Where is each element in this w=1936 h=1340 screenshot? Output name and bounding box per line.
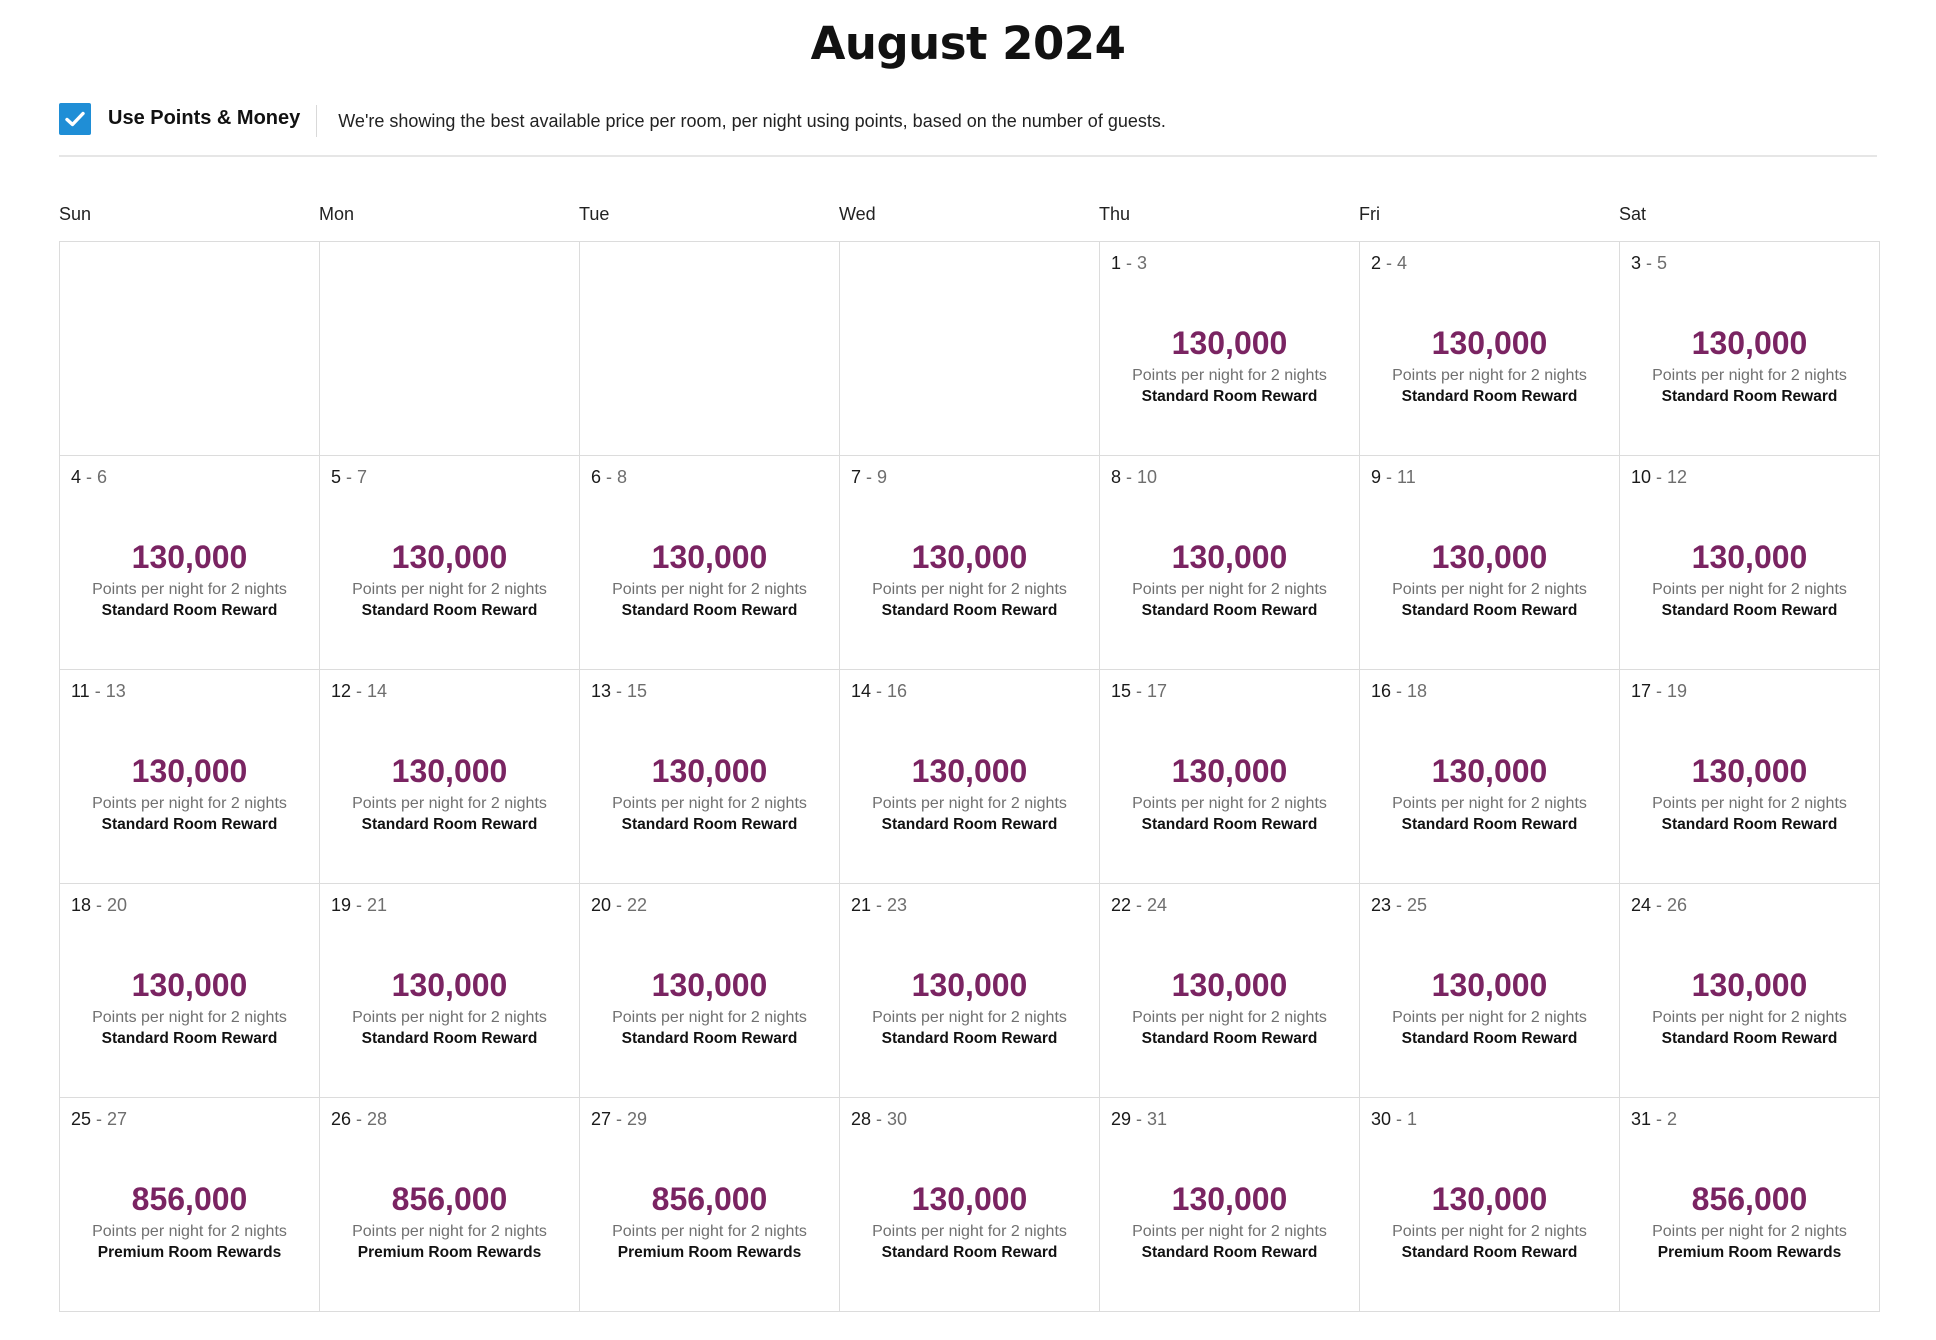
calendar-day-cell[interactable] (1360, 456, 1620, 670)
check-out-date: 4 (1397, 253, 1408, 273)
check-out-date: 18 (1407, 681, 1428, 701)
reward-type: Standard Room Reward (1661, 816, 1838, 833)
points-per-night-note: Points per night for 2 nights (1392, 367, 1587, 384)
points-per-night-note: Points per night for 2 nights (1392, 1223, 1587, 1240)
date-range-separator: - (1381, 253, 1398, 273)
date-range (851, 465, 887, 489)
reward-type: Standard Room Reward (101, 1030, 278, 1047)
check-out-date: 7 (357, 467, 368, 487)
date-range (591, 679, 647, 703)
check-out-date: 27 (107, 1109, 128, 1129)
check-out-date: 30 (887, 1109, 908, 1129)
calendar-day-cell[interactable] (580, 1098, 840, 1312)
pricing-info-text: We're showing the best available price per room, per night using points, based on the number of guests. (338, 111, 1166, 131)
points-money-toolbar (59, 103, 1877, 157)
points-per-night-note: Points per night for 2 nights (1392, 1009, 1587, 1026)
date-range (71, 679, 126, 703)
date-range-separator: - (351, 681, 368, 701)
points-price: 856,000 (651, 1181, 768, 1217)
calendar-day-cell[interactable] (60, 1098, 320, 1312)
date-range-separator: - (1121, 467, 1138, 487)
calendar-day-cell[interactable] (580, 456, 840, 670)
weekday-thu: Thu (1099, 204, 1131, 224)
check-out-date: 25 (1407, 895, 1428, 915)
reward-type: Standard Room Reward (1401, 1030, 1578, 1047)
date-range (331, 1107, 387, 1131)
reward-type: Standard Room Reward (621, 602, 798, 619)
reward-type: Premium Room Rewards (357, 1244, 542, 1261)
points-price: 130,000 (1171, 1181, 1288, 1217)
calendar-day-cell[interactable] (840, 884, 1100, 1098)
points-price: 130,000 (1431, 325, 1548, 361)
points-per-night-note: Points per night for 2 nights (92, 1009, 287, 1026)
date-range (1111, 465, 1157, 489)
reward-type: Standard Room Reward (1141, 1030, 1318, 1047)
date-range-separator: - (91, 1109, 108, 1129)
date-range (851, 893, 907, 917)
check-in-date: 14 (851, 681, 872, 701)
points-per-night-note: Points per night for 2 nights (92, 581, 287, 598)
reward-type: Premium Room Rewards (617, 1244, 802, 1261)
check-in-date: 1 (1111, 253, 1122, 273)
weekday-wed: Wed (839, 204, 876, 224)
calendar-day-cell[interactable] (1360, 884, 1620, 1098)
check-out-date: 8 (617, 467, 628, 487)
check-out-date: 20 (107, 895, 128, 915)
weekday-fri: Fri (1359, 204, 1380, 224)
check-in-date: 17 (1631, 681, 1652, 701)
date-range (71, 1107, 127, 1131)
calendar-day-cell[interactable] (1360, 242, 1620, 456)
date-range (1371, 679, 1427, 703)
reward-type: Standard Room Reward (881, 1244, 1058, 1261)
check-in-date: 23 (1371, 895, 1392, 915)
check-out-date: 16 (887, 681, 908, 701)
check-out-date: 12 (1667, 467, 1688, 487)
check-in-date: 15 (1111, 681, 1132, 701)
calendar-day-cell[interactable] (1360, 1098, 1620, 1312)
reward-type: Standard Room Reward (1141, 388, 1318, 405)
calendar-day-cell[interactable] (1620, 670, 1880, 884)
check-in-date: 3 (1631, 253, 1642, 273)
check-in-date: 25 (71, 1109, 92, 1129)
points-price: 130,000 (911, 539, 1028, 575)
calendar-day-cell[interactable] (840, 670, 1100, 884)
calendar-day-cell[interactable] (580, 884, 840, 1098)
check-out-date: 6 (97, 467, 108, 487)
date-range (1111, 679, 1167, 703)
points-price: 130,000 (1171, 753, 1288, 789)
points-per-night-note: Points per night for 2 nights (1652, 1223, 1847, 1240)
reward-type: Standard Room Reward (621, 1030, 798, 1047)
check-in-date: 21 (851, 895, 872, 915)
points-per-night-note: Points per night for 2 nights (1132, 1009, 1327, 1026)
points-per-night-note: Points per night for 2 nights (1652, 367, 1847, 384)
check-in-date: 9 (1371, 467, 1382, 487)
date-range (71, 465, 107, 489)
calendar-day-cell[interactable] (840, 456, 1100, 670)
check-in-date: 16 (1371, 681, 1392, 701)
date-range (1371, 1107, 1417, 1131)
points-price: 130,000 (131, 539, 248, 575)
reward-type: Standard Room Reward (101, 816, 278, 833)
points-per-night-note: Points per night for 2 nights (92, 795, 287, 812)
reward-type: Standard Room Reward (1401, 1244, 1578, 1261)
weekday-sun: Sun (59, 204, 92, 224)
points-per-night-note: Points per night for 2 nights (872, 1009, 1067, 1026)
use-points-money-checkbox[interactable] (59, 103, 91, 135)
date-range-separator: - (351, 895, 368, 915)
date-range (1111, 251, 1147, 275)
date-range-separator: - (611, 895, 628, 915)
points-price: 130,000 (131, 753, 248, 789)
date-range (331, 465, 367, 489)
date-range (1631, 251, 1667, 275)
points-price: 130,000 (1171, 539, 1288, 575)
reward-type: Standard Room Reward (1401, 602, 1578, 619)
date-range-separator: - (1391, 895, 1408, 915)
date-range (1631, 465, 1687, 489)
checkmark-icon (65, 111, 85, 127)
date-range (1631, 1107, 1677, 1131)
points-per-night-note: Points per night for 2 nights (872, 581, 1067, 598)
reward-type: Standard Room Reward (361, 1030, 538, 1047)
points-per-night-note: Points per night for 2 nights (1392, 795, 1587, 812)
check-out-date: 24 (1147, 895, 1168, 915)
date-range (1371, 465, 1416, 489)
points-price: 130,000 (1691, 967, 1808, 1003)
points-price: 130,000 (391, 967, 508, 1003)
points-price: 130,000 (651, 967, 768, 1003)
points-price: 130,000 (1171, 325, 1288, 361)
reward-type: Standard Room Reward (1141, 1244, 1318, 1261)
calendar-empty-cell (840, 242, 1100, 456)
check-in-date: 31 (1631, 1109, 1652, 1129)
check-in-date: 13 (591, 681, 612, 701)
check-in-date: 18 (71, 895, 92, 915)
date-range-separator: - (1391, 681, 1408, 701)
check-in-date: 26 (331, 1109, 352, 1129)
check-in-date: 10 (1631, 467, 1652, 487)
calendar-grid (59, 241, 1880, 1312)
check-in-date: 27 (591, 1109, 612, 1129)
check-out-date: 9 (877, 467, 888, 487)
check-out-date: 31 (1147, 1109, 1168, 1129)
points-price: 856,000 (1691, 1181, 1808, 1217)
reward-type: Standard Room Reward (1661, 602, 1838, 619)
points-per-night-note: Points per night for 2 nights (1652, 795, 1847, 812)
points-per-night-note: Points per night for 2 nights (352, 581, 547, 598)
date-range-separator: - (1391, 1109, 1408, 1129)
calendar-day-cell[interactable] (320, 670, 580, 884)
date-range (331, 893, 387, 917)
points-price: 130,000 (911, 753, 1028, 789)
check-in-date: 4 (71, 467, 82, 487)
points-price: 130,000 (391, 539, 508, 575)
calendar-day-cell[interactable] (60, 456, 320, 670)
check-in-date: 28 (851, 1109, 872, 1129)
check-out-date: 14 (367, 681, 388, 701)
check-in-date: 24 (1631, 895, 1652, 915)
reward-type: Standard Room Reward (1401, 816, 1578, 833)
reward-type: Standard Room Reward (881, 816, 1058, 833)
check-out-date: 19 (1667, 681, 1688, 701)
date-range-separator: - (1651, 895, 1668, 915)
date-range (71, 893, 127, 917)
date-range-separator: - (611, 1109, 628, 1129)
check-in-date: 30 (1371, 1109, 1392, 1129)
calendar-day-cell[interactable] (1100, 884, 1360, 1098)
points-price: 130,000 (1691, 753, 1808, 789)
reward-type: Standard Room Reward (621, 816, 798, 833)
points-price: 130,000 (911, 967, 1028, 1003)
date-range (851, 679, 907, 703)
check-out-date: 28 (367, 1109, 388, 1129)
calendar-day-cell[interactable] (320, 456, 580, 670)
calendar-day-cell[interactable] (580, 670, 840, 884)
points-price: 130,000 (1691, 539, 1808, 575)
points-price: 130,000 (1691, 325, 1808, 361)
weekday-tue: Tue (579, 204, 610, 224)
points-price: 130,000 (1431, 967, 1548, 1003)
calendar-day-cell[interactable] (1620, 242, 1880, 456)
calendar-day-cell[interactable] (320, 884, 580, 1098)
date-range-separator: - (861, 467, 878, 487)
points-price: 130,000 (911, 1181, 1028, 1217)
points-price: 130,000 (391, 753, 508, 789)
use-points-money-label[interactable]: Use Points & Money (108, 107, 301, 129)
check-out-date: 23 (887, 895, 908, 915)
reward-type: Standard Room Reward (1401, 388, 1578, 405)
check-out-date: 11 (1397, 467, 1416, 487)
points-per-night-note: Points per night for 2 nights (1132, 581, 1327, 598)
points-price: 130,000 (1431, 539, 1548, 575)
reward-type: Standard Room Reward (1141, 602, 1318, 619)
check-in-date: 8 (1111, 467, 1122, 487)
points-per-night-note: Points per night for 2 nights (352, 795, 547, 812)
check-in-date: 22 (1111, 895, 1132, 915)
points-per-night-note: Points per night for 2 nights (612, 795, 807, 812)
weekday-header-row (59, 200, 1879, 230)
date-range-separator: - (1651, 1109, 1668, 1129)
check-out-date: 13 (105, 681, 126, 701)
date-range-separator: - (601, 467, 618, 487)
check-out-date: 3 (1137, 253, 1148, 273)
points-per-night-note: Points per night for 2 nights (352, 1223, 547, 1240)
check-out-date: 17 (1147, 681, 1168, 701)
calendar-empty-cell (320, 242, 580, 456)
date-range-separator: - (81, 467, 98, 487)
date-range-separator: - (1131, 681, 1148, 701)
check-in-date: 12 (331, 681, 352, 701)
calendar-day-cell[interactable] (1100, 670, 1360, 884)
points-price: 130,000 (651, 539, 768, 575)
points-price: 130,000 (1171, 967, 1288, 1003)
check-out-date: 5 (1657, 253, 1668, 273)
check-out-date: 22 (627, 895, 648, 915)
date-range-separator: - (351, 1109, 368, 1129)
date-range-separator: - (1641, 253, 1658, 273)
check-in-date: 5 (331, 467, 342, 487)
page-title: August 2024 (810, 17, 1126, 70)
check-out-date: 10 (1137, 467, 1158, 487)
points-per-night-note: Points per night for 2 nights (612, 1223, 807, 1240)
date-range (851, 1107, 907, 1131)
calendar-day-cell[interactable] (1620, 456, 1880, 670)
date-range (1371, 251, 1407, 275)
reward-type: Standard Room Reward (361, 602, 538, 619)
weekday-sat: Sat (1619, 204, 1647, 224)
weekday-mon: Mon (319, 204, 355, 224)
points-per-night-note: Points per night for 2 nights (612, 581, 807, 598)
date-range-separator: - (611, 681, 628, 701)
check-in-date: 20 (591, 895, 612, 915)
check-out-date: 21 (367, 895, 388, 915)
date-range-separator: - (1131, 1109, 1148, 1129)
points-price: 856,000 (391, 1181, 508, 1217)
check-out-date: 1 (1407, 1109, 1418, 1129)
date-range-separator: - (871, 1109, 888, 1129)
date-range-separator: - (1131, 895, 1148, 915)
points-price: 130,000 (131, 967, 248, 1003)
reward-type: Standard Room Reward (1661, 1030, 1838, 1047)
calendar-empty-cell (580, 242, 840, 456)
reward-type: Premium Room Rewards (97, 1244, 282, 1261)
points-per-night-note: Points per night for 2 nights (352, 1009, 547, 1026)
date-range-separator: - (871, 681, 888, 701)
points-per-night-note: Points per night for 2 nights (1132, 1223, 1327, 1240)
date-range (331, 679, 387, 703)
points-price: 130,000 (1431, 753, 1548, 789)
points-per-night-note: Points per night for 2 nights (1652, 1009, 1847, 1026)
points-per-night-note: Points per night for 2 nights (1132, 795, 1327, 812)
calendar-day-cell[interactable] (1620, 1098, 1880, 1312)
date-range-separator: - (1121, 253, 1138, 273)
calendar-day-cell[interactable] (1100, 242, 1360, 456)
check-in-date: 6 (591, 467, 602, 487)
reward-type: Standard Room Reward (361, 816, 538, 833)
check-in-date: 19 (331, 895, 352, 915)
reward-type: Standard Room Reward (1661, 388, 1838, 405)
date-range (1631, 679, 1687, 703)
date-range-separator: - (1381, 467, 1398, 487)
calendar-day-cell[interactable] (1100, 456, 1360, 670)
points-per-night-note: Points per night for 2 nights (1132, 367, 1327, 384)
date-range-separator: - (871, 895, 888, 915)
check-in-date: 7 (851, 467, 862, 487)
date-range-separator: - (89, 681, 106, 701)
date-range (1111, 1107, 1167, 1131)
calendar-day-cell[interactable] (1620, 884, 1880, 1098)
date-range (591, 893, 647, 917)
date-range (591, 1107, 647, 1131)
date-range (591, 465, 627, 489)
reward-type: Standard Room Reward (881, 1030, 1058, 1047)
check-in-date: 29 (1111, 1109, 1132, 1129)
points-price: 856,000 (131, 1181, 248, 1217)
calendar-day-cell[interactable] (320, 1098, 580, 1312)
points-per-night-note: Points per night for 2 nights (872, 1223, 1067, 1240)
check-out-date: 15 (627, 681, 648, 701)
date-range-separator: - (1651, 467, 1668, 487)
calendar-empty-cell (60, 242, 320, 456)
check-in-date: 11 (71, 681, 90, 701)
toolbar-divider (316, 105, 317, 137)
date-range (1371, 893, 1427, 917)
points-price: 130,000 (1431, 1181, 1548, 1217)
reward-type: Premium Room Rewards (1657, 1244, 1842, 1261)
reward-type: Standard Room Reward (881, 602, 1058, 619)
points-per-night-note: Points per night for 2 nights (612, 1009, 807, 1026)
points-per-night-note: Points per night for 2 nights (872, 795, 1067, 812)
calendar-day-cell[interactable] (1100, 1098, 1360, 1312)
date-range-separator: - (1651, 681, 1668, 701)
date-range-separator: - (341, 467, 358, 487)
calendar-day-cell[interactable] (60, 884, 320, 1098)
date-range-separator: - (91, 895, 108, 915)
points-per-night-note: Points per night for 2 nights (1392, 581, 1587, 598)
date-range (1111, 893, 1167, 917)
points-per-night-note: Points per night for 2 nights (92, 1223, 287, 1240)
check-out-date: 29 (627, 1109, 648, 1129)
reward-type: Standard Room Reward (101, 602, 278, 619)
reward-type: Standard Room Reward (1141, 816, 1318, 833)
date-range (1631, 893, 1687, 917)
calendar-day-cell[interactable] (1360, 670, 1620, 884)
calendar-day-cell[interactable] (60, 670, 320, 884)
points-per-night-note: Points per night for 2 nights (1652, 581, 1847, 598)
points-price: 130,000 (651, 753, 768, 789)
calendar-day-cell[interactable] (840, 1098, 1100, 1312)
check-in-date: 2 (1371, 253, 1382, 273)
check-out-date: 26 (1667, 895, 1688, 915)
check-out-date: 2 (1667, 1109, 1678, 1129)
